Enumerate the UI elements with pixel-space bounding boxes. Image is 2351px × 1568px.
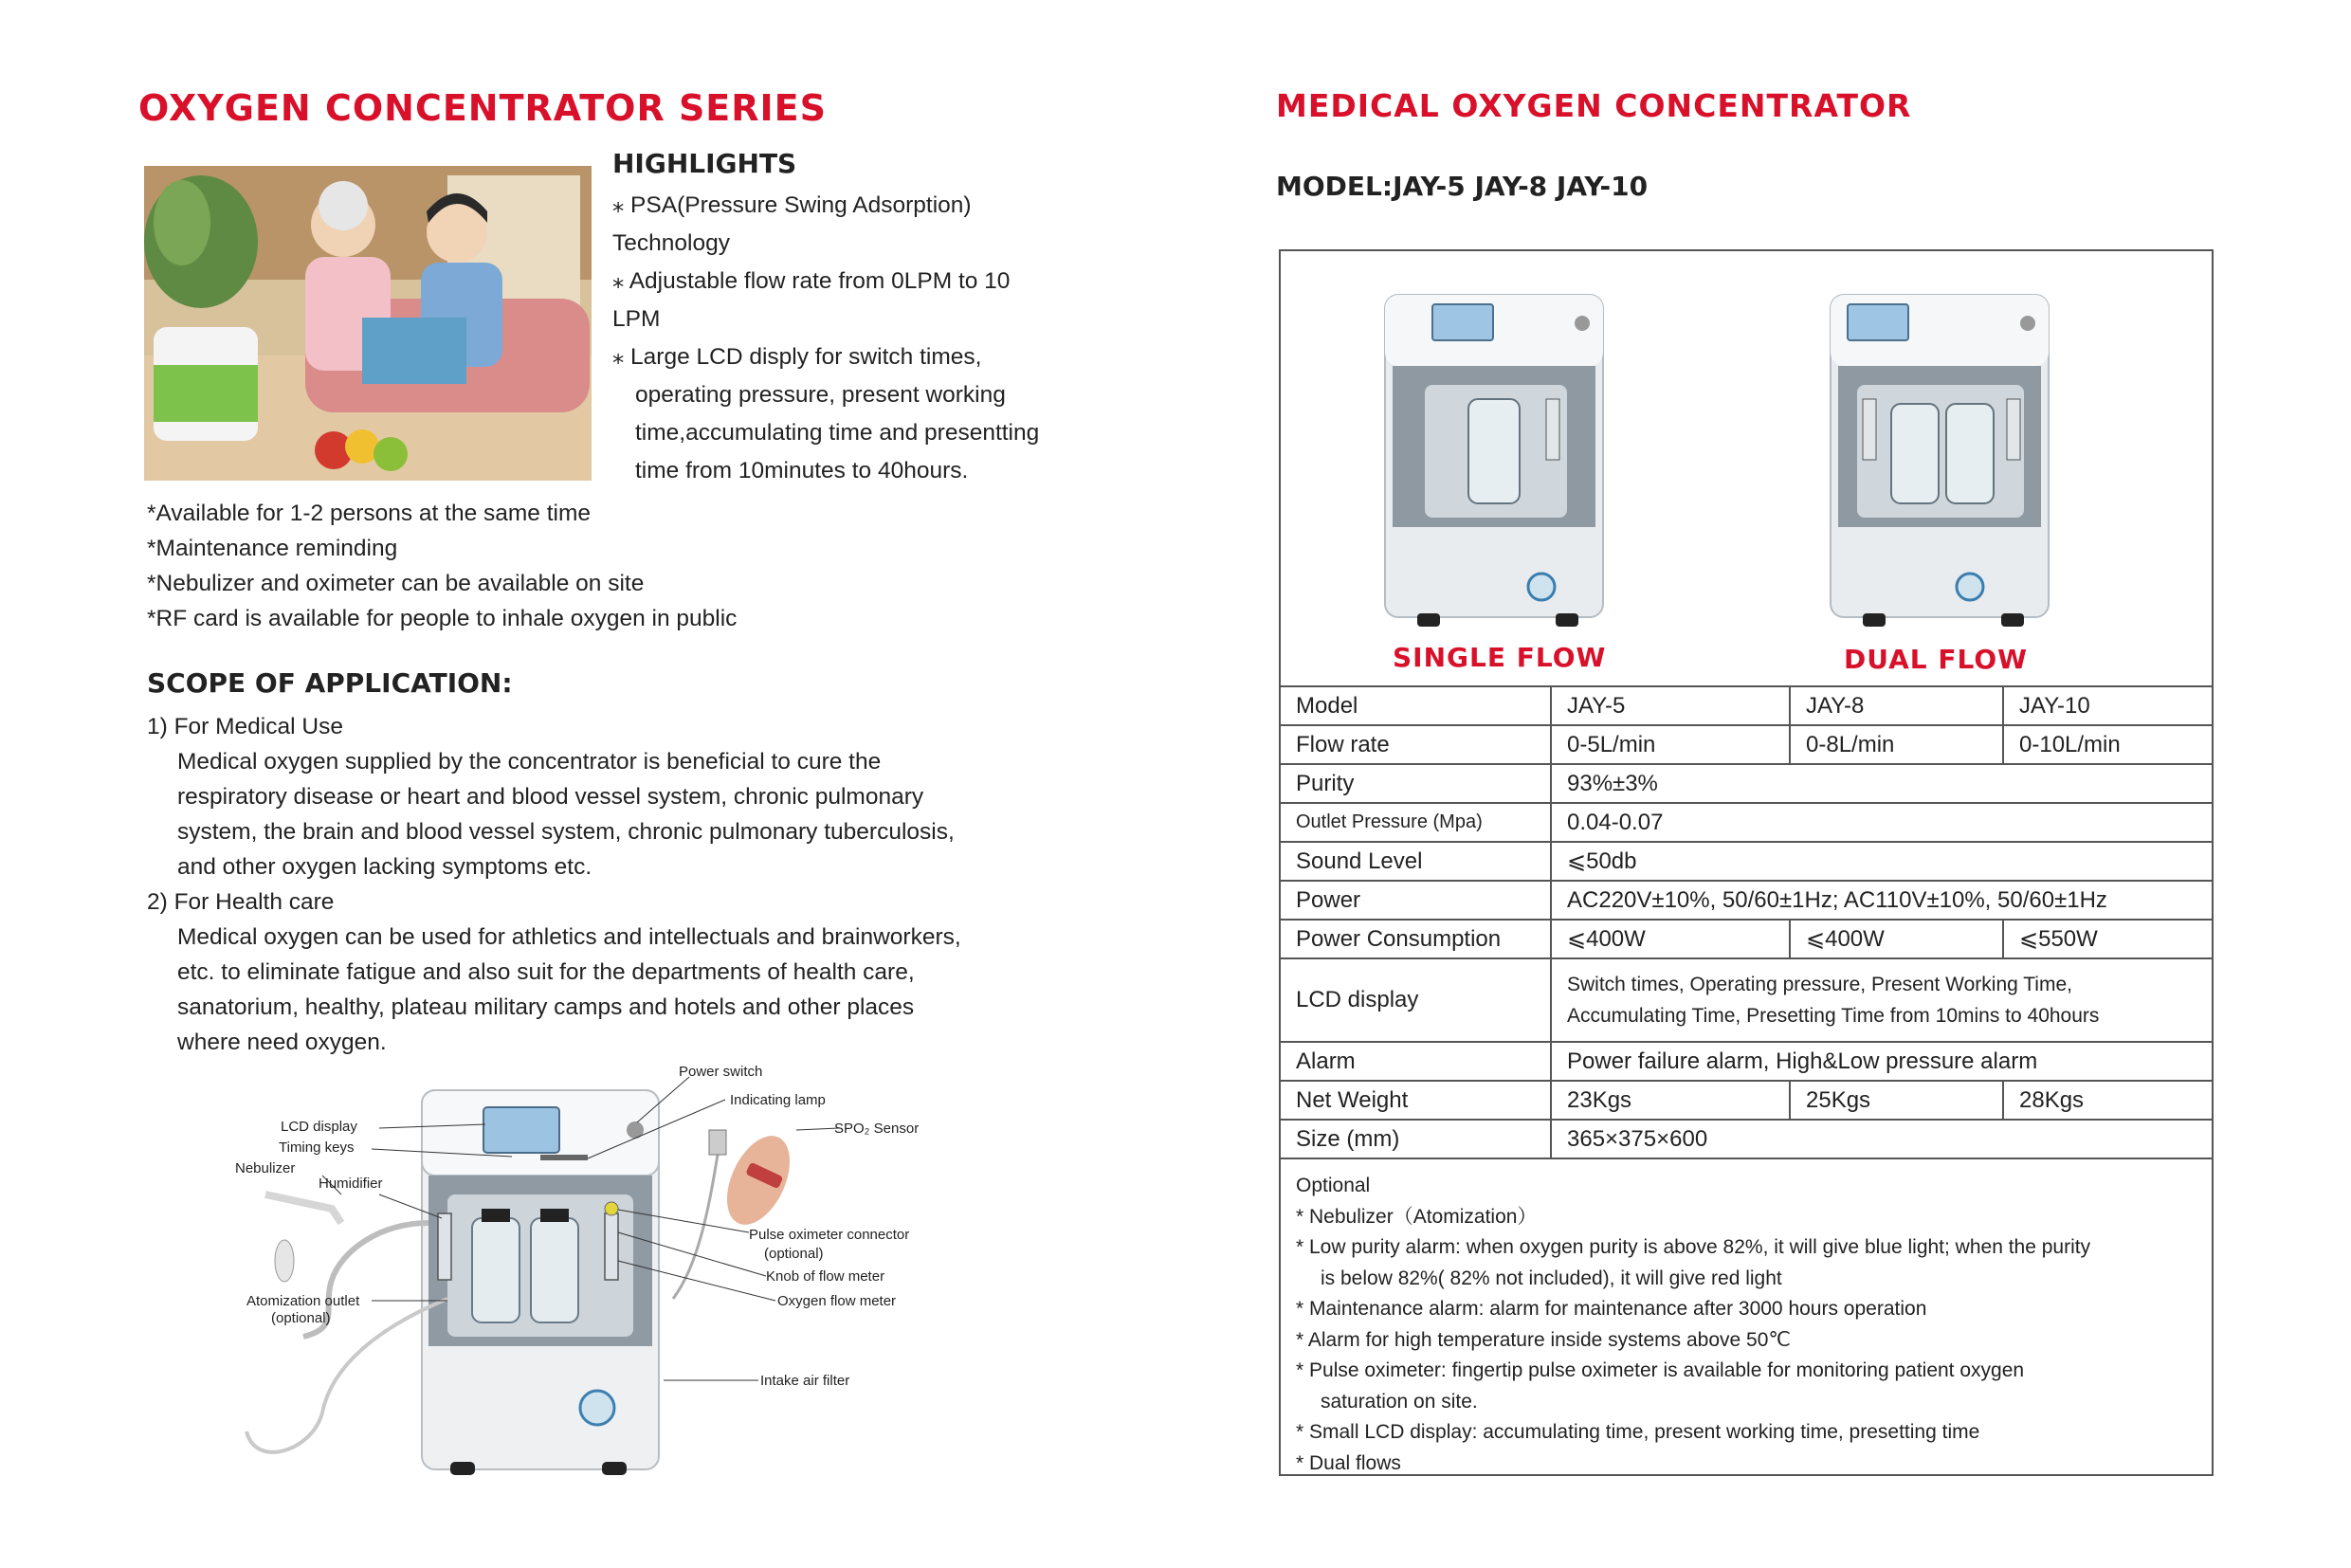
scope-line: system, the brain and blood vessel system, chronic pulmonary tuberculosis, — [177, 819, 955, 845]
highlight-item-cont: operating pressure, present working — [635, 382, 1006, 408]
table-row — [1280, 686, 2213, 725]
label-humidifier: Humidifier — [319, 1176, 383, 1192]
cell: ⩽550W — [2003, 920, 2213, 958]
row-label: Sound Level — [1280, 842, 1551, 881]
cell: JAY-5 — [1551, 686, 1790, 725]
optional-item: * Alarm for high temperature inside systems above 50℃ — [1296, 1328, 1791, 1351]
label-pulse-oximeter: Pulse oximeter connector — [749, 1227, 910, 1243]
label-optional: (optional) — [271, 1310, 331, 1326]
row-label: Flow rate — [1280, 725, 1551, 764]
feature-item: *Available for 1-2 persons at the same time — [147, 501, 592, 526]
row-label: Size (mm) — [1280, 1120, 1551, 1158]
label-indicating-lamp: Indicating lamp — [730, 1092, 826, 1108]
cell: JAY-8 — [1790, 686, 2003, 725]
highlight-item-cont: Technology — [612, 230, 730, 256]
lcd-line: Accumulating Time, Presetting Time from 10mins to 40hours — [1567, 1005, 2100, 1027]
scope-line: sanatorium, healthy, plateau military camps and hotels and other places — [177, 994, 915, 1020]
row-label: Power — [1280, 881, 1551, 920]
cell: Power failure alarm, High&Low pressure alarm — [1551, 1042, 2213, 1081]
feature-item: *RF card is available for people to inhale oxygen in public — [147, 606, 738, 631]
highlight-item-cont: time,accumulating time and presentting — [635, 420, 1040, 446]
table-row — [1280, 1081, 2213, 1120]
cell: ⩽400W — [1790, 920, 2003, 958]
scope-line: where need oxygen. — [177, 1030, 387, 1055]
label-lcd-display: LCD display — [281, 1119, 357, 1135]
optional-heading: Optional — [1296, 1175, 1371, 1196]
row-label: Power Consumption — [1280, 920, 1551, 958]
label-timing-keys: Timing keys — [279, 1140, 355, 1156]
scope-list — [147, 709, 961, 1060]
highlights-list — [612, 187, 1039, 490]
table-row — [1280, 725, 2213, 764]
row-label: Outlet Pressure (Mpa) — [1280, 803, 1551, 842]
cell: JAY-10 — [2003, 686, 2213, 725]
label-flow-meter: Oxygen flow meter — [777, 1293, 897, 1309]
cell: ⩽50db — [1551, 842, 2213, 881]
highlight-item: ⁎ Large LCD disply for switch times, — [612, 344, 982, 370]
scope-line: Medical oxygen can be used for athletics and intellectuals and brainworkers, — [177, 924, 961, 950]
lcd-line: Switch times, Operating pressure, Present Working Time, — [1567, 974, 2072, 995]
dual-flow-image — [1804, 285, 2079, 646]
scope-line: respiratory disease or heart and blood vessel system, chronic pulmonary — [177, 784, 924, 810]
highlight-item-cont: time from 10minutes to 40hours. — [635, 458, 969, 483]
cell: 0-5L/min — [1551, 725, 1790, 764]
optional-item: saturation on site. — [1321, 1390, 1478, 1413]
cell: 0.04-0.07 — [1551, 803, 2213, 842]
label-nebulizer: Nebulizer — [235, 1160, 296, 1176]
table-row — [1280, 1042, 2213, 1081]
optional-item: * Small LCD display: accumulating time, present working time, presetting time — [1296, 1421, 1980, 1443]
table-row — [1280, 842, 2213, 881]
row-label: Model — [1280, 686, 1551, 725]
scope-heading: 2) For Health care — [147, 889, 335, 915]
optional-item: * Maintenance alarm: alarm for maintenance after 3000 hours operation — [1296, 1298, 1927, 1320]
spec-sheet — [1279, 249, 2214, 1476]
table-row — [1280, 920, 2213, 958]
scope-line: Medical oxygen supplied by the concentrator is beneficial to cure the — [177, 749, 882, 775]
feature-item: *Maintenance reminding — [147, 536, 398, 561]
label-spo2-sensor: SPO₂ Sensor — [834, 1121, 920, 1137]
row-label: Net Weight — [1280, 1081, 1551, 1120]
label-optional: (optional) — [764, 1246, 824, 1262]
row-label: Purity — [1280, 764, 1551, 803]
optional-item: * Pulse oximeter: fingertip pulse oximeter is available for monitoring patient oxygen — [1296, 1359, 2025, 1381]
concentrator-diagram — [228, 1052, 948, 1488]
highlight-item-cont: LPM — [612, 306, 661, 332]
cell: 25Kgs — [1790, 1081, 2003, 1120]
row-label: LCD display — [1280, 958, 1551, 1042]
cell: 28Kgs — [2003, 1081, 2213, 1120]
features-list — [147, 496, 737, 636]
single-flow-image — [1357, 285, 1631, 646]
optional-list — [1281, 1159, 2212, 1490]
feature-item: *Nebulizer and oximeter can be available on site — [147, 571, 645, 596]
table-row — [1280, 1120, 2213, 1158]
cell: 365×375×600 — [1551, 1120, 2213, 1158]
spec-table-wrap — [1279, 685, 2214, 1159]
users-photo — [144, 166, 592, 481]
highlight-item: ⁎ Adjustable flow rate from 0LPM to 10 — [612, 268, 1011, 294]
spec-table — [1279, 685, 2214, 1159]
single-flow-label: SINGLE FLOW — [1393, 642, 1607, 673]
model-line: MODEL:JAY-5 JAY-8 JAY-10 — [1276, 171, 1649, 202]
cell: 0-10L/min — [2003, 725, 2213, 764]
row-label: Alarm — [1280, 1042, 1551, 1081]
cell: 93%±3% — [1551, 764, 2213, 803]
label-atomization: Atomization outlet — [246, 1293, 360, 1309]
table-row — [1280, 881, 2213, 920]
cell: 0-8L/min — [1790, 725, 2003, 764]
right-page-title: MEDICAL OXYGEN CONCENTRATOR — [1276, 87, 1912, 124]
cell: 23Kgs — [1551, 1081, 1790, 1120]
scope-line: and other oxygen lacking symptoms etc. — [177, 854, 592, 880]
table-row — [1280, 764, 2213, 803]
optional-item: * Dual flows — [1296, 1451, 1401, 1474]
highlight-item: ⁎ PSA(Pressure Swing Adsorption) — [612, 192, 972, 218]
scope-title: SCOPE OF APPLICATION: — [147, 667, 513, 699]
optional-item: is below 82%( 82% not included), it will give red light — [1321, 1267, 1782, 1289]
optional-item: * Low purity alarm: when oxygen purity is above 82%, it will give blue light; when the purity — [1296, 1236, 2091, 1258]
table-row — [1280, 958, 2213, 1042]
scope-heading: 1) For Medical Use — [147, 714, 343, 739]
highlights-title: HIGHLIGHTS — [612, 148, 797, 179]
label-knob: Knob of flow meter — [766, 1268, 885, 1285]
cell — [1551, 958, 2213, 1042]
scope-line: etc. to eliminate fatigue and also suit for the departments of health care, — [177, 959, 915, 985]
cell: ⩽400W — [1551, 920, 1790, 958]
table-row — [1280, 803, 2213, 842]
optional-item: * Nebulizer（Atomization） — [1296, 1205, 1538, 1228]
label-power-switch: Power switch — [679, 1064, 763, 1080]
label-intake-air-filter: Intake air filter — [760, 1373, 850, 1389]
dual-flow-label: DUAL FLOW — [1844, 644, 2029, 675]
cell: AC220V±10%, 50/60±1Hz; AC110V±10%, 50/60±1Hz — [1551, 881, 2213, 920]
left-page-title: OXYGEN CONCENTRATOR SERIES — [138, 87, 827, 129]
